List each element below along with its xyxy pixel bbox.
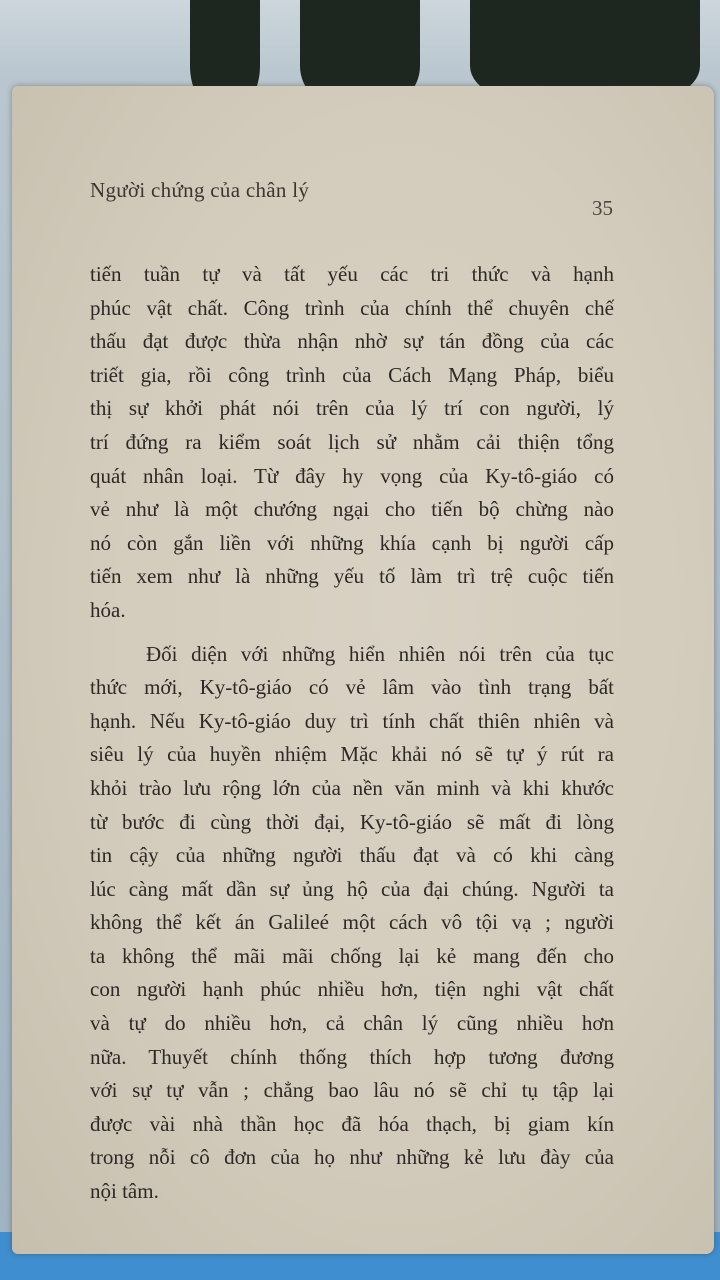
- text-line: tiến tuần tự và tất yếu các tri thức và hạnh: [90, 262, 614, 286]
- text-line: được vài nhà thần học đã hóa thạch, bị giam kín: [90, 1111, 614, 1136]
- text-line: siêu lý của huyền nhiệm Mặc khải nó sẽ tự ý rút ra: [90, 742, 614, 767]
- text-line: tiến xem như là những yếu tố làm trì trệ cuộc tiến: [90, 564, 614, 589]
- paragraph-2: [90, 638, 614, 1209]
- text-line: lúc càng mất dần sự ủng hộ của đại chúng. Người ta: [90, 876, 614, 901]
- text-line: không thể kết án Galileé một cách vô tội vạ ; người: [90, 910, 614, 935]
- text-line: khỏi trào lưu rộng lớn của nền văn minh và khi khước: [90, 775, 614, 800]
- text-line: con người hạnh phúc nhiều hơn, tiện nghi vật chất: [90, 977, 614, 1002]
- text-line: vẻ như là một chướng ngại cho tiến bộ chừng nào: [90, 497, 614, 522]
- text-line: tin cậy của những người thấu đạt và có khi càng: [90, 843, 614, 868]
- page-number: 35: [592, 196, 613, 220]
- text-line: phúc vật chất. Công trình của chính thể chuyên chế: [90, 295, 614, 320]
- text-line: hóa.: [90, 597, 126, 622]
- text-line: trong nỗi cô đơn của họ như những kẻ lưu đày của: [90, 1145, 614, 1170]
- text-line: quát nhân loại. Từ đây hy vọng của Ky-tô-giáo có: [90, 463, 614, 488]
- text-line: ta không thể mãi mãi chống lại kẻ mang đến cho: [90, 943, 614, 968]
- text-line: từ bước đi cùng thời đại, Ky-tô-giáo sẽ mất đi lòng: [90, 809, 614, 834]
- body-text: [90, 258, 614, 1209]
- text-line: thức mới, Ky-tô-giáo có vẻ lâm vào tình trạng bất: [90, 675, 614, 700]
- running-header-title: Người chứng của chân lý: [90, 178, 310, 202]
- text-line: hạnh. Nếu Ky-tô-giáo duy trì tính chất thiên nhiên và: [90, 708, 614, 733]
- paragraph-1: [90, 258, 614, 628]
- text-line: Đối diện với những hiển nhiên nói trên của tục: [146, 641, 614, 666]
- text-line: thấu đạt được thừa nhận nhờ sự tán đồng của các: [90, 329, 614, 354]
- text-line: trí đứng ra kiểm soát lịch sử nhằm cải thiện tổng: [90, 429, 614, 454]
- text-line: thị sự khởi phát nói trên của lý trí con người, lý: [90, 396, 614, 421]
- text-line: với sự tự vẫn ; chẳng bao lâu nó sẽ chỉ tụ tập lại: [90, 1078, 614, 1103]
- text-line: triết gia, rồi công trình của Cách Mạng Pháp, biểu: [90, 362, 614, 387]
- text-line: nó còn gắn liền với những khía cạnh bị người cấp: [90, 530, 614, 555]
- text-line: và tự do nhiều hơn, cả chân lý cũng nhiều hơn: [90, 1011, 614, 1036]
- paragraph-gap: [90, 628, 614, 638]
- text-line: nội tâm.: [90, 1179, 159, 1204]
- text-line: nữa. Thuyết chính thống thích hợp tương đương: [90, 1044, 614, 1069]
